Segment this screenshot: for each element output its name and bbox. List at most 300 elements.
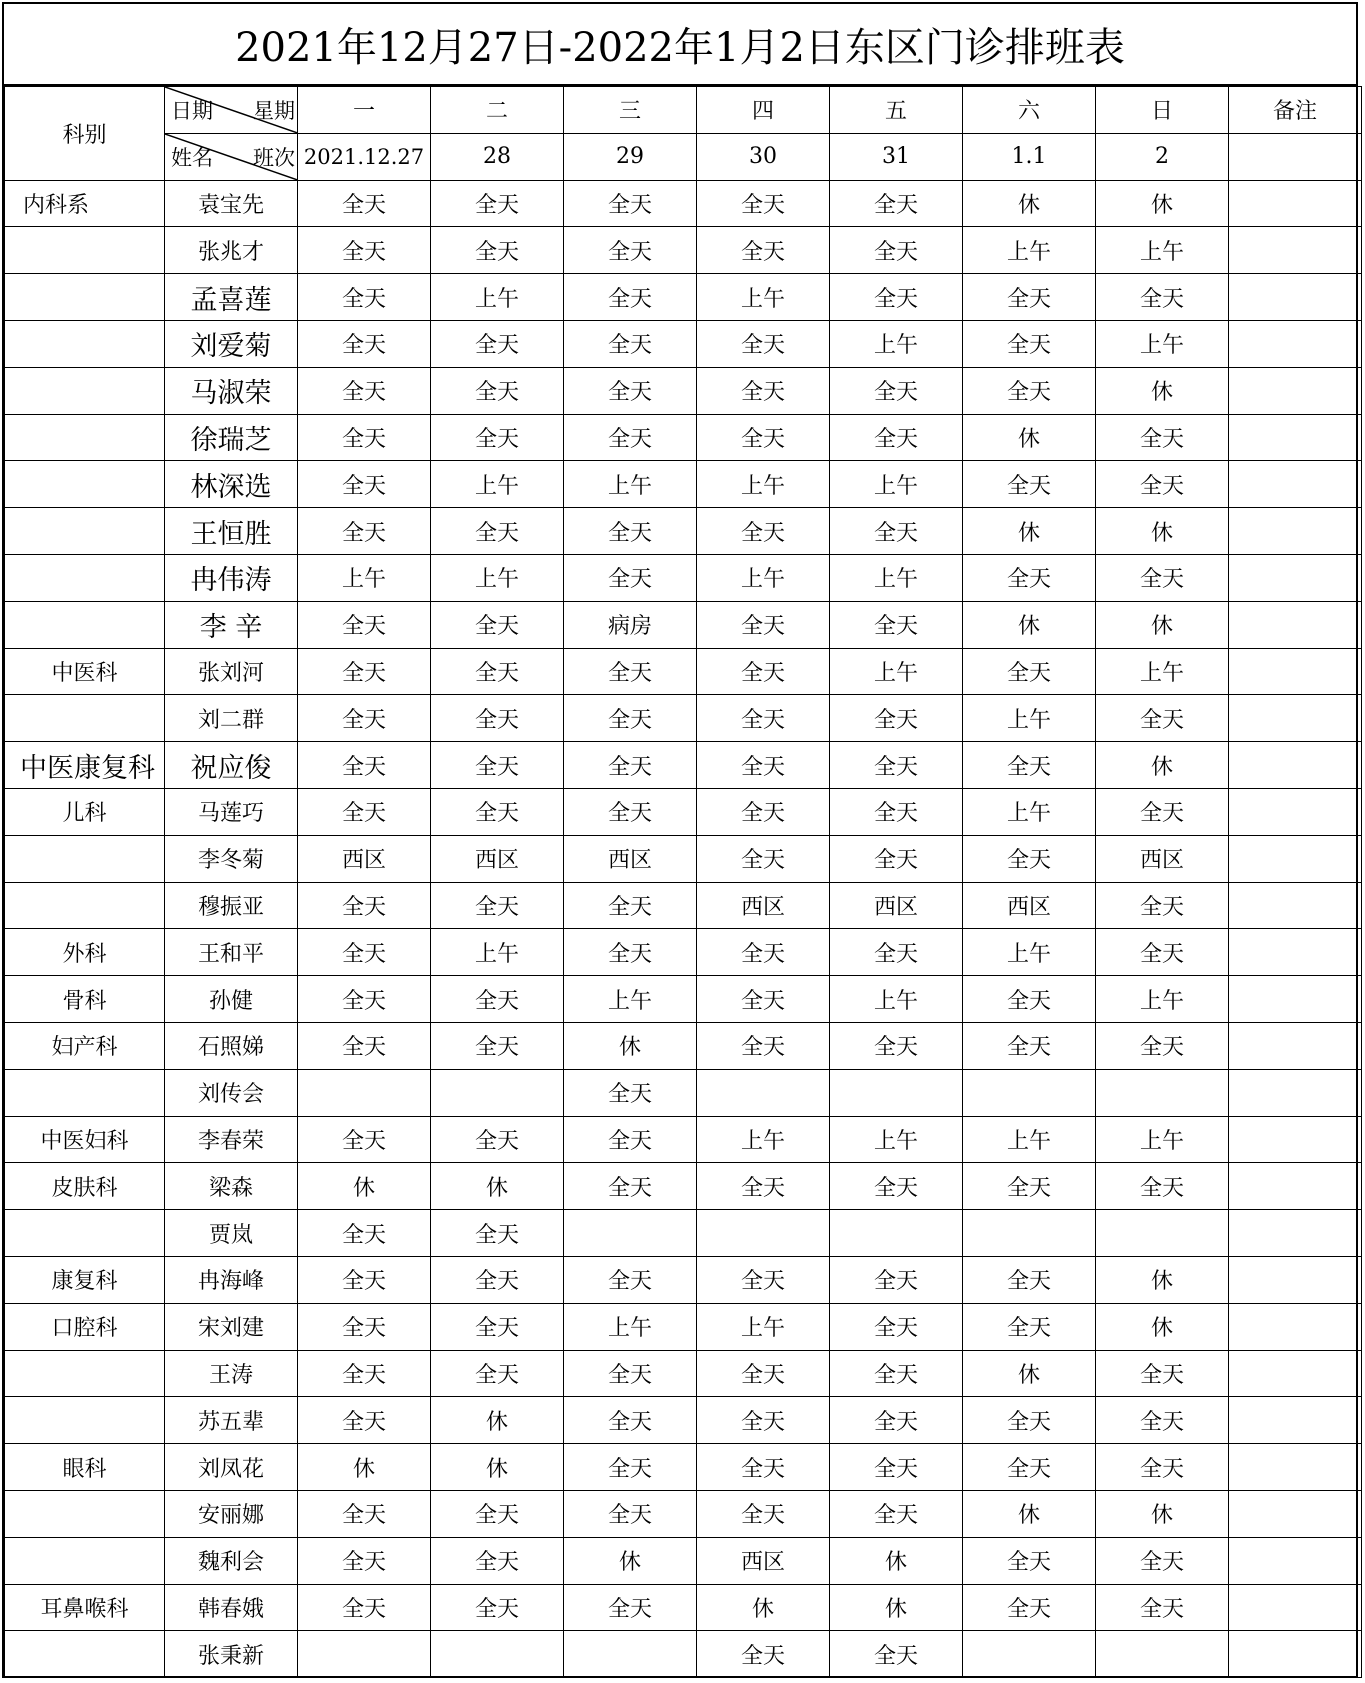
table-row — [5, 695, 1362, 742]
shift-cell: 休 — [1096, 367, 1229, 414]
shift-cell — [963, 1631, 1096, 1678]
shift-cell: 上午 — [963, 1116, 1096, 1163]
shift-cell: 上午 — [298, 554, 431, 601]
note-cell — [1229, 1303, 1362, 1350]
doctor-name-cell: 刘凤花 — [165, 1444, 298, 1491]
shift-cell: 全天 — [830, 414, 963, 461]
shift-cell: 休 — [1096, 742, 1229, 789]
dept-cell — [5, 320, 165, 367]
table-row — [5, 742, 1362, 789]
shift-cell: 全天 — [830, 1303, 963, 1350]
shift-cell: 西区 — [697, 1537, 830, 1584]
shift-cell — [963, 1069, 1096, 1116]
dept-cell: 眼科 — [5, 1444, 165, 1491]
weekday-header: 五 — [830, 87, 963, 134]
corner-weekday-label: 星期 — [253, 99, 295, 123]
shift-cell: 上午 — [431, 929, 564, 976]
shift-cell: 全天 — [298, 1022, 431, 1069]
doctor-name-cell: 张刘河 — [165, 648, 298, 695]
doctor-name-cell: 孟喜莲 — [165, 274, 298, 321]
shift-cell: 全天 — [298, 1490, 431, 1537]
table-row — [5, 1631, 1362, 1678]
shift-cell: 全天 — [431, 1022, 564, 1069]
shift-cell: 全天 — [298, 882, 431, 929]
shift-cell: 全天 — [697, 835, 830, 882]
dept-cell — [5, 1069, 165, 1116]
shift-cell: 全天 — [298, 1537, 431, 1584]
dept-cell — [5, 461, 165, 508]
doctor-name-cell: 李春荣 — [165, 1116, 298, 1163]
shift-cell: 全天 — [564, 508, 697, 555]
weekday-header: 一 — [298, 87, 431, 134]
note-cell — [1229, 1490, 1362, 1537]
shift-cell: 全天 — [564, 1069, 697, 1116]
doctor-name-cell: 孙健 — [165, 976, 298, 1023]
shift-cell: 上午 — [1096, 320, 1229, 367]
shift-cell: 全天 — [830, 508, 963, 555]
shift-cell: 西区 — [564, 835, 697, 882]
shift-cell: 全天 — [298, 367, 431, 414]
shift-cell: 全天 — [564, 742, 697, 789]
table-row — [5, 1116, 1362, 1163]
shift-cell: 全天 — [431, 320, 564, 367]
table-row — [5, 1397, 1362, 1444]
date-header: 2021.12.27 — [298, 133, 431, 180]
shift-cell: 全天 — [1096, 695, 1229, 742]
shift-cell: 全天 — [298, 1116, 431, 1163]
note-cell — [1229, 742, 1362, 789]
table-row — [5, 1022, 1362, 1069]
table-row — [5, 1163, 1362, 1210]
shift-cell: 全天 — [1096, 1022, 1229, 1069]
shift-cell: 全天 — [830, 742, 963, 789]
shift-cell: 全天 — [564, 1256, 697, 1303]
shift-cell: 全天 — [697, 1163, 830, 1210]
shift-cell: 西区 — [298, 835, 431, 882]
shift-cell: 全天 — [298, 508, 431, 555]
shift-cell: 全天 — [963, 274, 1096, 321]
doctor-name-cell: 刘传会 — [165, 1069, 298, 1116]
shift-cell: 全天 — [564, 1163, 697, 1210]
shift-cell — [830, 1210, 963, 1257]
dept-cell: 儿科 — [5, 788, 165, 835]
doctor-name-cell: 徐瑞芝 — [165, 414, 298, 461]
doctor-name-cell: 李 辛 — [165, 601, 298, 648]
shift-cell: 全天 — [697, 508, 830, 555]
shift-cell: 全天 — [1096, 1537, 1229, 1584]
shift-cell: 全天 — [697, 320, 830, 367]
shift-cell: 全天 — [1096, 554, 1229, 601]
shift-cell — [564, 1210, 697, 1257]
shift-cell: 全天 — [564, 180, 697, 227]
dept-cell: 皮肤科 — [5, 1163, 165, 1210]
table-row — [5, 227, 1362, 274]
shift-cell — [963, 1210, 1096, 1257]
shift-cell: 上午 — [697, 461, 830, 508]
shift-cell: 休 — [1096, 601, 1229, 648]
shift-cell: 全天 — [298, 1350, 431, 1397]
shift-cell: 上午 — [830, 320, 963, 367]
shift-cell: 全天 — [963, 320, 1096, 367]
shift-cell: 全天 — [697, 1256, 830, 1303]
shift-cell: 全天 — [830, 1256, 963, 1303]
shift-cell: 休 — [830, 1584, 963, 1631]
doctor-name-cell: 张兆才 — [165, 227, 298, 274]
shift-cell: 休 — [431, 1163, 564, 1210]
shift-cell: 全天 — [697, 648, 830, 695]
date-header: 2 — [1096, 133, 1229, 180]
shift-cell: 全天 — [1096, 1444, 1229, 1491]
shift-cell: 全天 — [697, 742, 830, 789]
shift-cell: 上午 — [564, 461, 697, 508]
dept-cell: 康复科 — [5, 1256, 165, 1303]
shift-cell: 全天 — [298, 274, 431, 321]
shift-cell: 全天 — [431, 1584, 564, 1631]
note-cell — [1229, 1210, 1362, 1257]
note-cell — [1229, 1163, 1362, 1210]
dept-cell: 中医妇科 — [5, 1116, 165, 1163]
note-cell — [1229, 508, 1362, 555]
shift-cell: 休 — [298, 1163, 431, 1210]
dept-cell: 骨科 — [5, 976, 165, 1023]
shift-cell — [298, 1069, 431, 1116]
shift-cell: 全天 — [963, 1022, 1096, 1069]
shift-cell: 全天 — [431, 1116, 564, 1163]
note-cell — [1229, 882, 1362, 929]
shift-cell: 上午 — [564, 976, 697, 1023]
shift-cell — [1096, 1069, 1229, 1116]
doctor-name-cell: 石照娣 — [165, 1022, 298, 1069]
shift-cell: 全天 — [1096, 1350, 1229, 1397]
doctor-name-cell: 张秉新 — [165, 1631, 298, 1678]
doctor-name-cell: 王恒胜 — [165, 508, 298, 555]
shift-cell: 休 — [1096, 180, 1229, 227]
table-row — [5, 1210, 1362, 1257]
shift-cell: 全天 — [298, 788, 431, 835]
shift-cell: 全天 — [697, 1397, 830, 1444]
note-cell — [1229, 648, 1362, 695]
schedule-table — [4, 86, 1362, 1678]
shift-cell: 休 — [1096, 508, 1229, 555]
shift-cell: 全天 — [431, 414, 564, 461]
note-cell — [1229, 929, 1362, 976]
shift-cell: 上午 — [431, 274, 564, 321]
doctor-name-cell: 王涛 — [165, 1350, 298, 1397]
table-row — [5, 508, 1362, 555]
note-cell — [1229, 835, 1362, 882]
dept-cell — [5, 274, 165, 321]
shift-cell: 全天 — [298, 601, 431, 648]
shift-cell: 全天 — [431, 367, 564, 414]
shift-cell: 全天 — [298, 461, 431, 508]
shift-cell: 全天 — [963, 742, 1096, 789]
table-row — [5, 367, 1362, 414]
note-cell — [1229, 1631, 1362, 1678]
header-row-weekdays — [5, 87, 1362, 134]
shift-cell: 休 — [431, 1444, 564, 1491]
shift-cell: 全天 — [963, 976, 1096, 1023]
shift-cell: 全天 — [1096, 882, 1229, 929]
corner-name-label: 姓名 — [171, 145, 213, 170]
shift-cell: 全天 — [431, 648, 564, 695]
shift-cell — [564, 1631, 697, 1678]
date-header: 31 — [830, 133, 963, 180]
shift-cell: 全天 — [963, 1256, 1096, 1303]
dept-cell — [5, 1490, 165, 1537]
shift-cell: 西区 — [963, 882, 1096, 929]
shift-cell: 全天 — [564, 1444, 697, 1491]
table-row — [5, 414, 1362, 461]
table-row — [5, 601, 1362, 648]
shift-cell: 全天 — [298, 227, 431, 274]
shift-cell: 休 — [298, 1444, 431, 1491]
shift-cell: 上午 — [963, 695, 1096, 742]
table-row — [5, 976, 1362, 1023]
note-cell — [1229, 788, 1362, 835]
shift-cell: 全天 — [564, 695, 697, 742]
shift-cell: 全天 — [1096, 788, 1229, 835]
shift-cell: 上午 — [431, 461, 564, 508]
corner-name-shift — [165, 133, 298, 180]
shift-cell: 上午 — [963, 788, 1096, 835]
shift-cell: 全天 — [830, 274, 963, 321]
note-cell — [1229, 1350, 1362, 1397]
shift-cell: 西区 — [1096, 835, 1229, 882]
dept-cell — [5, 554, 165, 601]
note-cell — [1229, 976, 1362, 1023]
shift-cell: 全天 — [963, 1537, 1096, 1584]
shift-cell: 全天 — [298, 180, 431, 227]
date-header: 29 — [564, 133, 697, 180]
dept-cell: 中医科 — [5, 648, 165, 695]
shift-cell: 全天 — [564, 1397, 697, 1444]
dept-cell — [5, 695, 165, 742]
doctor-name-cell: 冉伟涛 — [165, 554, 298, 601]
corner-date-weekday — [165, 87, 298, 134]
shift-cell: 全天 — [298, 929, 431, 976]
shift-cell: 全天 — [697, 180, 830, 227]
table-row — [5, 274, 1362, 321]
table-row — [5, 320, 1362, 367]
shift-cell: 全天 — [1096, 1163, 1229, 1210]
shift-cell: 全天 — [830, 929, 963, 976]
dept-cell: 外科 — [5, 929, 165, 976]
dept-cell — [5, 1210, 165, 1257]
table-row — [5, 180, 1362, 227]
note-cell — [1229, 1256, 1362, 1303]
note-header: 备注 — [1229, 87, 1362, 134]
table-row — [5, 1256, 1362, 1303]
doctor-name-cell: 冉海峰 — [165, 1256, 298, 1303]
shift-cell: 休 — [963, 1490, 1096, 1537]
shift-cell: 全天 — [830, 1163, 963, 1210]
shift-cell: 休 — [564, 1022, 697, 1069]
weekday-header: 四 — [697, 87, 830, 134]
note-cell — [1229, 1537, 1362, 1584]
shift-cell: 上午 — [830, 648, 963, 695]
shift-cell: 休 — [963, 414, 1096, 461]
shift-cell: 全天 — [697, 1631, 830, 1678]
shift-cell: 全天 — [298, 742, 431, 789]
shift-cell: 全天 — [564, 882, 697, 929]
shift-cell: 全天 — [963, 648, 1096, 695]
shift-cell: 全天 — [564, 274, 697, 321]
shift-cell: 全天 — [564, 788, 697, 835]
note-cell — [1229, 1116, 1362, 1163]
table-row — [5, 1444, 1362, 1491]
shift-cell — [697, 1069, 830, 1116]
note-cell — [1229, 695, 1362, 742]
shift-cell: 全天 — [431, 976, 564, 1023]
note-cell — [1229, 601, 1362, 648]
dept-cell — [5, 1350, 165, 1397]
shift-cell: 全天 — [830, 1350, 963, 1397]
shift-cell: 全天 — [697, 695, 830, 742]
shift-cell: 全天 — [1096, 461, 1229, 508]
table-row — [5, 648, 1362, 695]
shift-cell: 全天 — [564, 1490, 697, 1537]
dept-header: 科别 — [5, 87, 165, 181]
doctor-name-cell: 马莲巧 — [165, 788, 298, 835]
shift-cell: 全天 — [298, 1303, 431, 1350]
doctor-name-cell: 李冬菊 — [165, 835, 298, 882]
shift-cell: 全天 — [431, 1490, 564, 1537]
shift-cell: 全天 — [830, 1444, 963, 1491]
shift-cell: 上午 — [830, 976, 963, 1023]
shift-cell: 全天 — [830, 367, 963, 414]
shift-cell: 全天 — [564, 554, 697, 601]
shift-cell: 全天 — [830, 1022, 963, 1069]
shift-cell: 全天 — [830, 1490, 963, 1537]
doctor-name-cell: 袁宝先 — [165, 180, 298, 227]
note-cell — [1229, 367, 1362, 414]
shift-cell: 休 — [1096, 1256, 1229, 1303]
shift-cell: 全天 — [431, 1256, 564, 1303]
shift-cell: 全天 — [298, 695, 431, 742]
table-row — [5, 554, 1362, 601]
note-cell — [1229, 274, 1362, 321]
shift-cell: 全天 — [830, 227, 963, 274]
shift-cell: 全天 — [298, 1210, 431, 1257]
note-cell — [1229, 1069, 1362, 1116]
shift-cell: 全天 — [298, 1397, 431, 1444]
doctor-name-cell: 王和平 — [165, 929, 298, 976]
dept-cell — [5, 1631, 165, 1678]
shift-cell: 全天 — [963, 1397, 1096, 1444]
shift-cell: 全天 — [564, 320, 697, 367]
date-header: 28 — [431, 133, 564, 180]
shift-cell: 全天 — [963, 1584, 1096, 1631]
shift-cell: 休 — [564, 1537, 697, 1584]
shift-cell: 休 — [830, 1537, 963, 1584]
doctor-name-cell: 马淑荣 — [165, 367, 298, 414]
shift-cell: 全天 — [963, 1163, 1096, 1210]
dept-cell — [5, 414, 165, 461]
shift-cell: 休 — [1096, 1303, 1229, 1350]
shift-cell: 全天 — [697, 929, 830, 976]
note-cell — [1229, 1444, 1362, 1491]
table-row — [5, 1537, 1362, 1584]
dept-cell — [5, 508, 165, 555]
shift-cell: 全天 — [697, 788, 830, 835]
shift-cell: 上午 — [830, 461, 963, 508]
shift-cell: 全天 — [298, 320, 431, 367]
shift-cell — [431, 1069, 564, 1116]
shift-cell — [1096, 1631, 1229, 1678]
shift-cell: 全天 — [564, 1584, 697, 1631]
shift-cell: 全天 — [564, 1116, 697, 1163]
shift-cell — [431, 1631, 564, 1678]
shift-cell: 上午 — [1096, 648, 1229, 695]
dept-cell: 内科系 — [5, 180, 165, 227]
shift-cell: 休 — [431, 1397, 564, 1444]
page-title: 2021年12月27日-2022年1月2日东区门诊排班表 — [4, 4, 1356, 86]
doctor-name-cell: 穆振亚 — [165, 882, 298, 929]
note-cell — [1229, 320, 1362, 367]
weekday-header: 三 — [564, 87, 697, 134]
shift-cell: 全天 — [963, 835, 1096, 882]
shift-cell: 上午 — [697, 1116, 830, 1163]
shift-cell — [830, 1069, 963, 1116]
doctor-name-cell: 苏五辈 — [165, 1397, 298, 1444]
shift-cell: 上午 — [830, 1116, 963, 1163]
shift-cell: 全天 — [830, 1631, 963, 1678]
date-header: 30 — [697, 133, 830, 180]
shift-cell: 上午 — [564, 1303, 697, 1350]
shift-cell: 全天 — [697, 1490, 830, 1537]
doctor-name-cell: 韩春娥 — [165, 1584, 298, 1631]
date-header: 1.1 — [963, 133, 1096, 180]
shift-cell: 全天 — [431, 508, 564, 555]
shift-cell: 全天 — [697, 1022, 830, 1069]
dept-cell — [5, 1537, 165, 1584]
note-cell — [1229, 414, 1362, 461]
shift-cell: 西区 — [830, 882, 963, 929]
dept-cell — [5, 835, 165, 882]
shift-cell: 上午 — [697, 274, 830, 321]
shift-cell: 全天 — [830, 788, 963, 835]
weekday-header: 日 — [1096, 87, 1229, 134]
note-cell — [1229, 227, 1362, 274]
shift-cell: 全天 — [963, 367, 1096, 414]
dept-cell: 妇产科 — [5, 1022, 165, 1069]
shift-cell: 西区 — [431, 835, 564, 882]
table-row — [5, 461, 1362, 508]
weekday-header: 六 — [963, 87, 1096, 134]
dept-cell: 耳鼻喉科 — [5, 1584, 165, 1631]
shift-cell: 全天 — [564, 648, 697, 695]
table-row — [5, 1069, 1362, 1116]
shift-cell: 全天 — [431, 788, 564, 835]
shift-cell: 全天 — [963, 554, 1096, 601]
shift-cell: 上午 — [431, 554, 564, 601]
shift-cell: 全天 — [830, 180, 963, 227]
shift-cell: 全天 — [431, 1350, 564, 1397]
dept-cell: 中医康复科 — [5, 742, 165, 789]
shift-cell: 全天 — [830, 695, 963, 742]
shift-cell: 休 — [963, 508, 1096, 555]
shift-cell: 全天 — [1096, 1584, 1229, 1631]
corner-date-label: 日期 — [171, 99, 213, 123]
shift-cell: 上午 — [963, 929, 1096, 976]
dept-cell — [5, 882, 165, 929]
dept-cell — [5, 227, 165, 274]
note-header-blank — [1229, 133, 1362, 180]
shift-cell: 全天 — [298, 976, 431, 1023]
shift-cell: 全天 — [431, 227, 564, 274]
shift-cell: 休 — [697, 1584, 830, 1631]
shift-cell: 全天 — [431, 1537, 564, 1584]
